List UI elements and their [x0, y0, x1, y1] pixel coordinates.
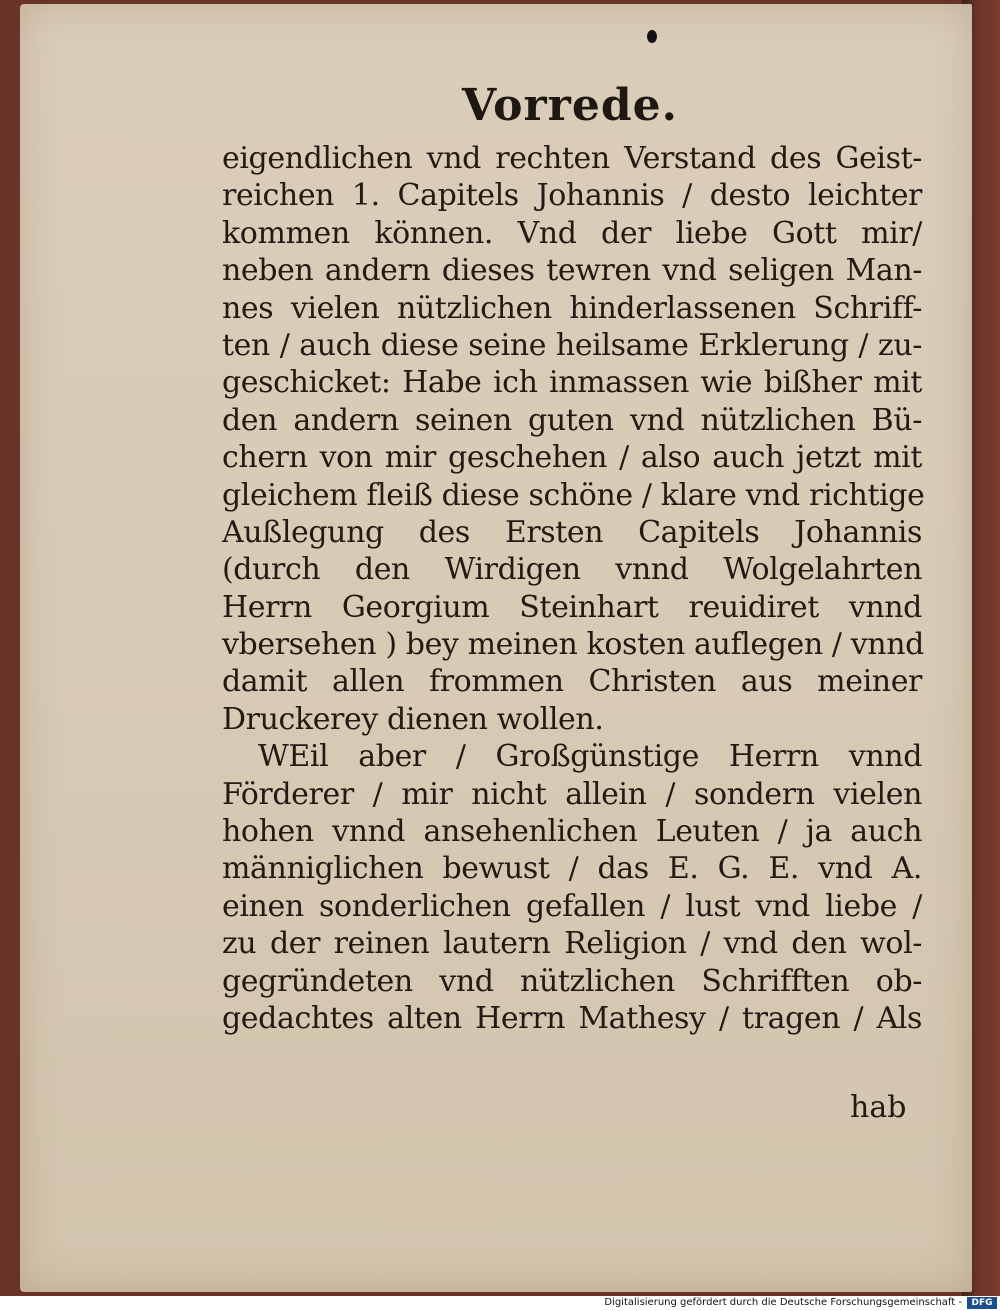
- text-line: neben andern dieses tewren vnd seligen Man-: [222, 253, 922, 289]
- body-text: [222, 140, 925, 1037]
- text-line: den andern seinen guten vnd nützlichen Bü-: [222, 402, 922, 438]
- funding-notice: Digitalisierung gefördert durch die Deutsche Forschungsgemeinschaft -: [604, 1297, 962, 1308]
- text-line: WEil aber / Großgünstige Herrn vnnd: [258, 739, 922, 775]
- text-line: Herrn Georgium Steinhart reuidiret vnnd: [222, 589, 922, 625]
- text-line: geschicket: Habe ich inmassen wie bißher mit: [222, 365, 922, 401]
- dfg-logo: DFG: [967, 1297, 997, 1309]
- text-line: gleichem fleiß diese schöne / klare vnd richtige: [222, 477, 925, 513]
- text-line: männiglichen bewust / das E. G. E. vnd A.: [222, 851, 922, 887]
- text-line: vbersehen ) bey meinen kosten auflegen / vnnd: [222, 627, 924, 663]
- ink-spot: [647, 30, 657, 43]
- text-line: hohen vnnd ansehenlichen Leuten / ja auch: [222, 814, 922, 850]
- text-line: Außlegung des Ersten Capitels Johannis: [222, 514, 922, 550]
- text-line: (durch den Wirdigen vnnd Wolgelahrten: [222, 552, 922, 588]
- text-line: damit allen frommen Christen aus meiner: [222, 664, 922, 700]
- text-line: gedachtes alten Herrn Mathesy / tragen / Als: [222, 1000, 922, 1036]
- text-line: zu der reinen lautern Religion / vnd den wol-: [222, 926, 922, 962]
- text-line: nes vielen nützlichen hinderlassenen Schriff-: [222, 290, 922, 326]
- text-line: einen sonderlichen gefallen / lust vnd liebe /: [222, 888, 922, 924]
- page-heading: Vorrede.: [462, 80, 678, 131]
- text-line: gegründeten vnd nützlichen Schrifften ob-: [222, 963, 922, 999]
- text-line: Druckerey dienen wollen.: [222, 701, 604, 737]
- text-line: chern von mir geschehen / also auch jetzt mit: [222, 440, 922, 476]
- text-line: ten / auch diese seine heilsame Erklerung / zu-: [222, 327, 922, 363]
- text-line: Förderer / mir nicht allein / sondern vielen: [222, 776, 922, 812]
- catchword: hab: [850, 1090, 907, 1125]
- text-line: eigendlichen vnd rechten Verstand des Geist-: [222, 141, 922, 176]
- text-line: reichen 1. Capitels Johannis / desto leichter: [222, 178, 922, 214]
- text-line: kommen können. Vnd der liebe Gott mir/: [222, 215, 922, 251]
- footer-bar: [0, 1296, 1000, 1311]
